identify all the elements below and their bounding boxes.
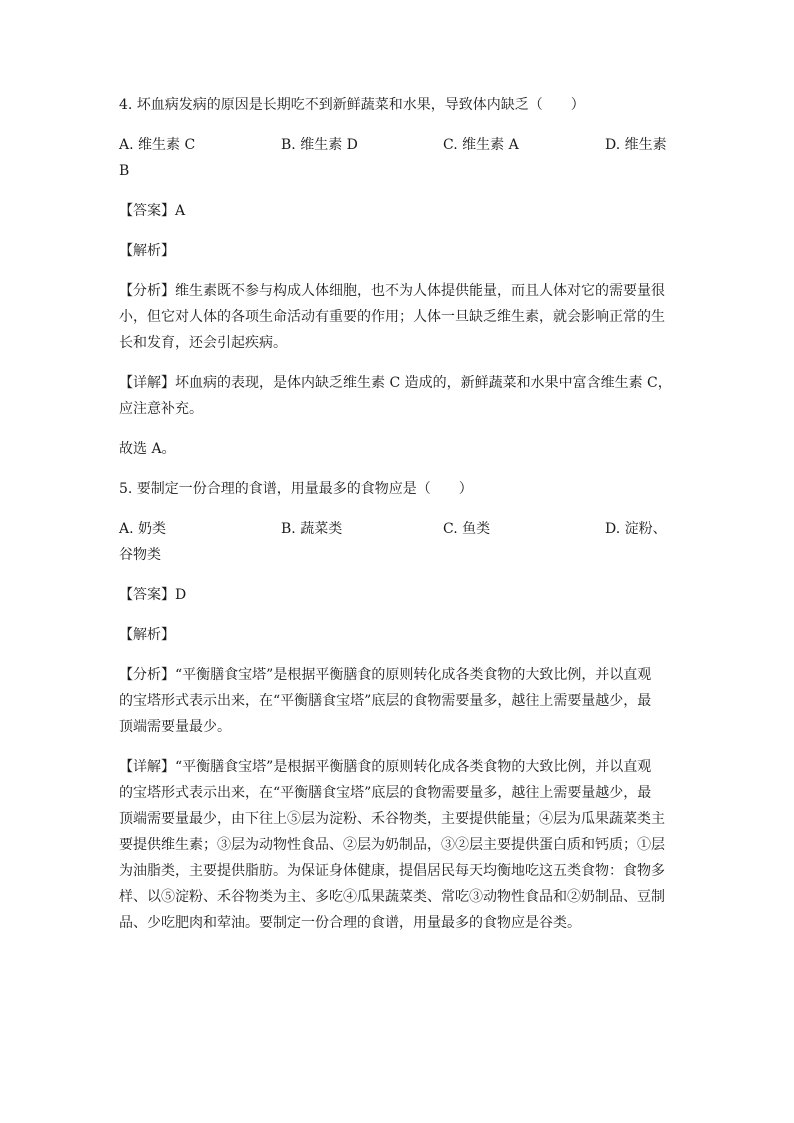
question-5 [119,476,679,502]
option-c: C. 维生素 A [443,137,519,153]
answer: 【答案】A [119,203,186,219]
document-content [119,92,679,950]
question-4 [119,92,679,118]
analysis-line: 小，但它对人体的各项生命活动有重要的作用；人体一旦缺乏维生素，就会影响正常的生 [119,309,665,325]
analysis-line: 顶端需要量最少。 [119,719,231,735]
question-stem: 4. 坏血病发病的原因是长期吃不到新鲜蔬菜和水果，导致体内缺乏（ ） [119,97,585,113]
option-b: B. 维生素 D [281,137,358,153]
question-stem: 5. 要制定一份合理的食谱，用量最多的食物应是（ ） [119,481,473,497]
detail-line: 样、以⑤淀粉、禾谷物类为主、多吃④瓜果蔬菜类、常吃③动物性食品和②奶制品、豆制 [119,889,665,905]
analysis-paragraph [119,278,679,356]
option-d-continued: 谷物类 [119,547,161,563]
detail-line: 【详解】“平衡膳食宝塔”是根据平衡膳食的原则转化成各类食物的大致比例，并以直观 [119,759,652,775]
detail-line: 顶端需要量最少，由下往上⑤层为淀粉、禾谷物类，主要提供能量；④层为瓜果蔬菜类主 [119,811,665,827]
analysis-paragraph [119,662,679,740]
options-row [119,132,679,158]
answer: 【答案】D [119,587,187,603]
option-a: A. 维生素 C [119,137,196,153]
detail-paragraph [119,370,679,422]
analysis-line: 【分析】“平衡膳食宝塔”是根据平衡膳食的原则转化成各类食物的大致比例，并以直观 [119,667,652,683]
option-c: C. 鱼类 [443,521,491,537]
question-5-options [119,516,679,568]
detail-line: 的宝塔形式表示出来，在“平衡膳食宝塔”底层的食物需要量多，越往上需要量越少，最 [119,785,652,801]
analysis-line: 【分析】维生素既不参与构成人体细胞，也不为人体提供能量，而且人体对它的需要量很 [119,283,665,299]
detail-line: 品、少吃肥肉和荤油。要制定一份合理的食谱，用量最多的食物应是谷类。 [119,915,581,931]
option-b: B. 蔬菜类 [281,521,343,537]
analysis-title: 【解析】 [119,243,175,259]
analysis-line: 长和发育，还会引起疾病。 [119,335,287,351]
question-4-options [119,132,679,184]
detail-line: 【详解】坏血病的表现，是体内缺乏维生素 C 造成的，新鲜蔬菜和水果中富含维生素 C， [119,375,672,391]
detail-line: 为油脂类，主要提供脂肪。为保证身体健康，提倡居民每天均衡地吃这五类食物：食物多 [119,863,665,879]
option-d: D. 维生素 [605,137,667,153]
detail-paragraph [119,754,679,936]
detail-line: 要提供维生素；③层为动物性食品、②层为奶制品，③②层主要提供蛋白质和钙质；①层 [119,837,665,853]
option-d-continued: B [119,163,130,179]
analysis-line: 的宝塔形式表示出来，在“平衡膳食宝塔”底层的食物需要量多，越往上需要量越少，最 [119,693,652,709]
detail-line: 应注意补充。 [119,401,203,417]
options-row [119,516,679,542]
conclusion: 故选 A。 [119,441,176,457]
option-a: A. 奶类 [119,521,167,537]
analysis-title: 【解析】 [119,627,175,643]
option-d: D. 淀粉、 [605,521,667,537]
